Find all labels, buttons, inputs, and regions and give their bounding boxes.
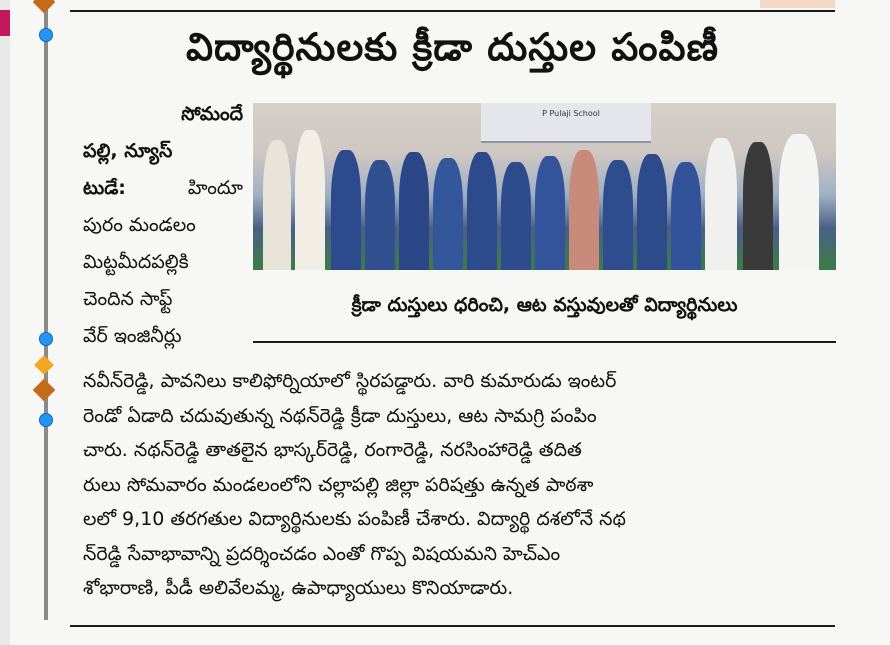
photo-figure bbox=[433, 158, 463, 270]
timeline-track bbox=[44, 0, 48, 620]
margin-color-tab bbox=[0, 10, 10, 36]
caption-rule bbox=[253, 341, 836, 343]
diamond-marker[interactable] bbox=[33, 379, 56, 402]
photo-figure bbox=[637, 154, 667, 270]
body-line: నవీన్‌రెడ్డి, పావనిలు కాలిఫోర్నియాలో స్థిరపడ్డారు. వారి కుమారుడు ఇంటర్ bbox=[83, 370, 617, 392]
body-line: రులు సోమవారం మండలంలోని చల్లాపల్లి జిల్లా పరిషత్తు ఉన్నత పాఠశా bbox=[83, 473, 594, 496]
byline-line: మిట్టమీదపల్లికి bbox=[83, 251, 189, 273]
diamond-marker bbox=[33, 0, 56, 13]
body-line: రెండో ఏడాది చదువుతున్న నథన్‌రెడ్డి క్రీడా దుస్తులు, ఆట సామగ్రి పంపిం bbox=[83, 404, 597, 427]
article-body bbox=[70, 96, 835, 626]
photo-figure bbox=[467, 152, 497, 270]
photo-figure bbox=[365, 160, 395, 270]
byline-line: సోమందే bbox=[181, 103, 243, 125]
photo-figure bbox=[779, 134, 819, 270]
photo-figure bbox=[501, 162, 531, 270]
timeline-node[interactable] bbox=[39, 332, 53, 346]
photo-figure bbox=[603, 160, 633, 270]
article-headline: విద్యార్థినులకు క్రీడా దుస్తుల పంపిణీ bbox=[186, 25, 719, 69]
photo-figure bbox=[743, 142, 773, 270]
diamond-marker-highlight[interactable] bbox=[34, 355, 54, 375]
byline-line: టుడే: bbox=[83, 177, 126, 199]
left-margin-strip bbox=[0, 0, 10, 645]
photo-figure bbox=[671, 162, 701, 270]
article-photo bbox=[253, 103, 836, 270]
timeline-node[interactable] bbox=[39, 28, 53, 42]
byline-column bbox=[83, 96, 243, 355]
photo-figure bbox=[569, 150, 599, 270]
timeline-node[interactable] bbox=[39, 413, 53, 427]
bottom-rule bbox=[70, 625, 835, 627]
photo-figure bbox=[399, 152, 429, 270]
photo-figure bbox=[331, 150, 361, 270]
photo-figure bbox=[263, 140, 291, 270]
article-body-text bbox=[83, 364, 813, 606]
byline-line: హిందూ bbox=[187, 177, 243, 199]
photo-figure bbox=[705, 138, 737, 270]
photo-figure bbox=[535, 156, 565, 270]
byline-line: పల్లి, న్యూస్ bbox=[83, 140, 173, 162]
body-line: శోభారాణి, పీడీ అలివేలమ్మ, ఉపాధ్యాయులు కొనియాడారు. bbox=[83, 577, 514, 599]
body-line: న్‌రెడ్డి సేవాభావాన్ని ప్రదర్శించడం ఎంతో గొప్ప విషయమని హెచ్‌ఎం bbox=[83, 542, 561, 565]
top-rule bbox=[70, 10, 835, 12]
photo-figure bbox=[295, 130, 325, 270]
photo-caption: క్రీడా దుస్తులు ధరించి, ఆట వస్తువులతో విద్యార్థినులు bbox=[351, 294, 738, 316]
body-line: చారు. నథన్‌రెడ్డి తాతలైన భాస్కర్‌రెడ్డి, రంగారెడ్డి, నరసింహారెడ్డి తదిత bbox=[83, 439, 582, 461]
body-line: లలో 9,10 తరగతుల విద్యార్థినులకు పంపిణీ చేశారు. విద్యార్థి దశలోనే నథ bbox=[83, 508, 626, 530]
top-corner-strip bbox=[760, 0, 835, 8]
byline-line: చెందిన సాఫ్ట్ bbox=[83, 288, 173, 310]
photo-banner-text: P Pulaji School bbox=[542, 109, 600, 118]
byline-line: పురం మండలం bbox=[83, 214, 196, 236]
byline-line: వేర్ ఇంజినీర్లు bbox=[83, 325, 182, 347]
byline-line bbox=[83, 170, 243, 207]
